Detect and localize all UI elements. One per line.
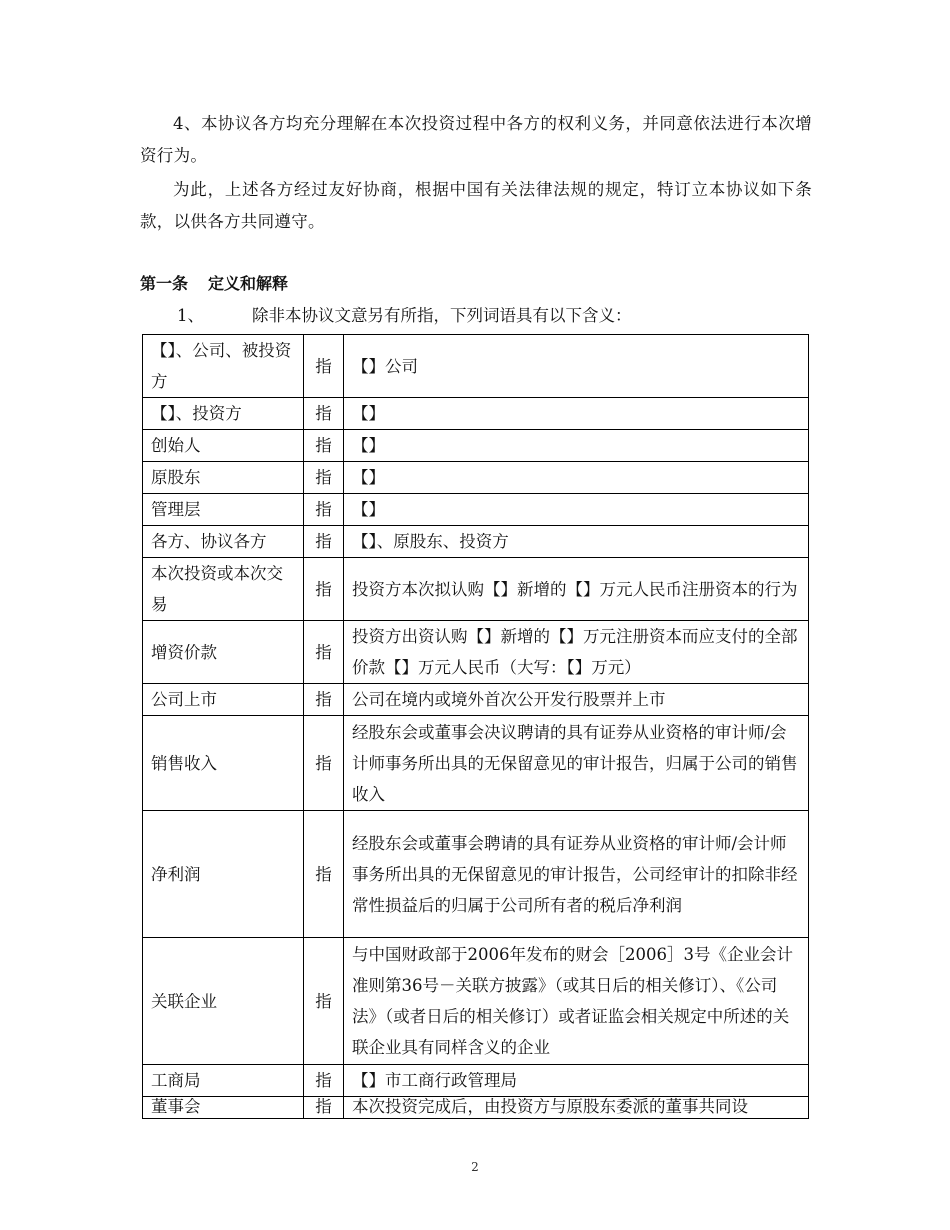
term-cell: 【】、公司、被投资方: [143, 335, 304, 398]
term-cell: 公司上市: [143, 684, 304, 716]
table-row: [143, 938, 809, 1065]
term-cell: 【】、投资方: [143, 398, 304, 430]
meaning-cell: 公司在境内或境外首次公开发行股票并上市: [344, 684, 809, 716]
ref-cell: 指: [304, 1097, 344, 1119]
meaning-cell: 【】: [344, 398, 809, 430]
page-number: 2: [471, 1160, 479, 1174]
section-title: 定义和解释: [208, 274, 289, 293]
ref-cell: 指: [304, 558, 344, 621]
ref-cell: 指: [304, 335, 344, 398]
table-row: [143, 716, 809, 811]
term-cell: 管理层: [143, 494, 304, 526]
ref-cell: 指: [304, 716, 344, 811]
term-cell: 销售收入: [143, 716, 304, 811]
term-cell: 创始人: [143, 430, 304, 462]
section-number: 第一条: [140, 274, 189, 293]
ref-cell: 指: [304, 684, 344, 716]
table-row: [143, 398, 809, 430]
meaning-cell: 与中国财政部于2006年发布的财会［2006］3号《企业会计准则第36号－关联方披露》（或其日后的相关修订）、《公司法》（或者日后的相关修订）或者证监会相关规定中所述的关联企业具有同样含义的企业: [344, 938, 809, 1065]
table-row: [143, 335, 809, 398]
ref-cell: 指: [304, 398, 344, 430]
term-cell: 关联企业: [143, 938, 304, 1065]
meaning-cell: 【】: [344, 430, 809, 462]
table-row: [143, 621, 809, 684]
ref-cell: 指: [304, 811, 344, 938]
ref-cell: 指: [304, 938, 344, 1065]
meaning-cell: 【】: [344, 462, 809, 494]
meaning-cell: 经股东会或董事会决议聘请的具有证券从业资格的审计师/会计师事务所出具的无保留意见的审计报告，归属于公司的销售收入: [344, 716, 809, 811]
section-heading: [140, 271, 288, 294]
intro-text: 除非本协议文意另有所指，下列词语具有以下含义：: [252, 306, 632, 325]
table-row: [143, 811, 809, 938]
meaning-cell: 【】、原股东、投资方: [344, 526, 809, 558]
term-cell: 各方、协议各方: [143, 526, 304, 558]
ref-cell: 指: [304, 430, 344, 462]
table-row: [143, 526, 809, 558]
term-cell: 工商局: [143, 1065, 304, 1097]
table-row: [143, 684, 809, 716]
intro-number: 1、: [177, 306, 204, 325]
ref-cell: 指: [304, 494, 344, 526]
ref-cell: 指: [304, 1065, 344, 1097]
term-cell: 净利润: [143, 811, 304, 938]
ref-cell: 指: [304, 621, 344, 684]
meaning-cell: 经股东会或董事会聘请的具有证券从业资格的审计师/会计师事务所出具的无保留意见的审计报告，公司经审计的扣除非经常性损益后的归属于公司所有者的税后净利润: [344, 811, 809, 938]
meaning-cell: 【】公司: [344, 335, 809, 398]
meaning-cell: 本次投资完成后，由投资方与原股东委派的董事共同设: [344, 1097, 809, 1119]
meaning-cell: 投资方出资认购【】新增的【】万元注册资本而应支付的全部价款【】万元人民币（大写：【】万元）: [344, 621, 809, 684]
paragraph-consent: 4、本协议各方均充分理解在本次投资过程中各方的权利义务，并同意依法进行本次增资行为。: [140, 114, 812, 165]
table-row: [143, 558, 809, 621]
term-cell: 增资价款: [143, 621, 304, 684]
table-row: [143, 430, 809, 462]
meaning-cell: 投资方本次拟认购【】新增的【】万元人民币注册资本的行为: [344, 558, 809, 621]
definitions-table: [142, 334, 809, 1119]
definitions-intro: [177, 302, 632, 330]
table-row: [143, 494, 809, 526]
term-cell: 董事会: [143, 1097, 304, 1119]
meaning-cell: 【】: [344, 494, 809, 526]
table-row: [143, 1065, 809, 1097]
meaning-cell: 【】市工商行政管理局: [344, 1065, 809, 1097]
paragraph-agreement: 为此，上述各方经过友好协商，根据中国有关法律法规的规定，特订立本协议如下条款，以供各方共同遵守。: [140, 180, 812, 231]
ref-cell: 指: [304, 462, 344, 494]
table-row: [143, 462, 809, 494]
table-row: [143, 1097, 809, 1119]
term-cell: 原股东: [143, 462, 304, 494]
ref-cell: 指: [304, 526, 344, 558]
term-cell: 本次投资或本次交易: [143, 558, 304, 621]
